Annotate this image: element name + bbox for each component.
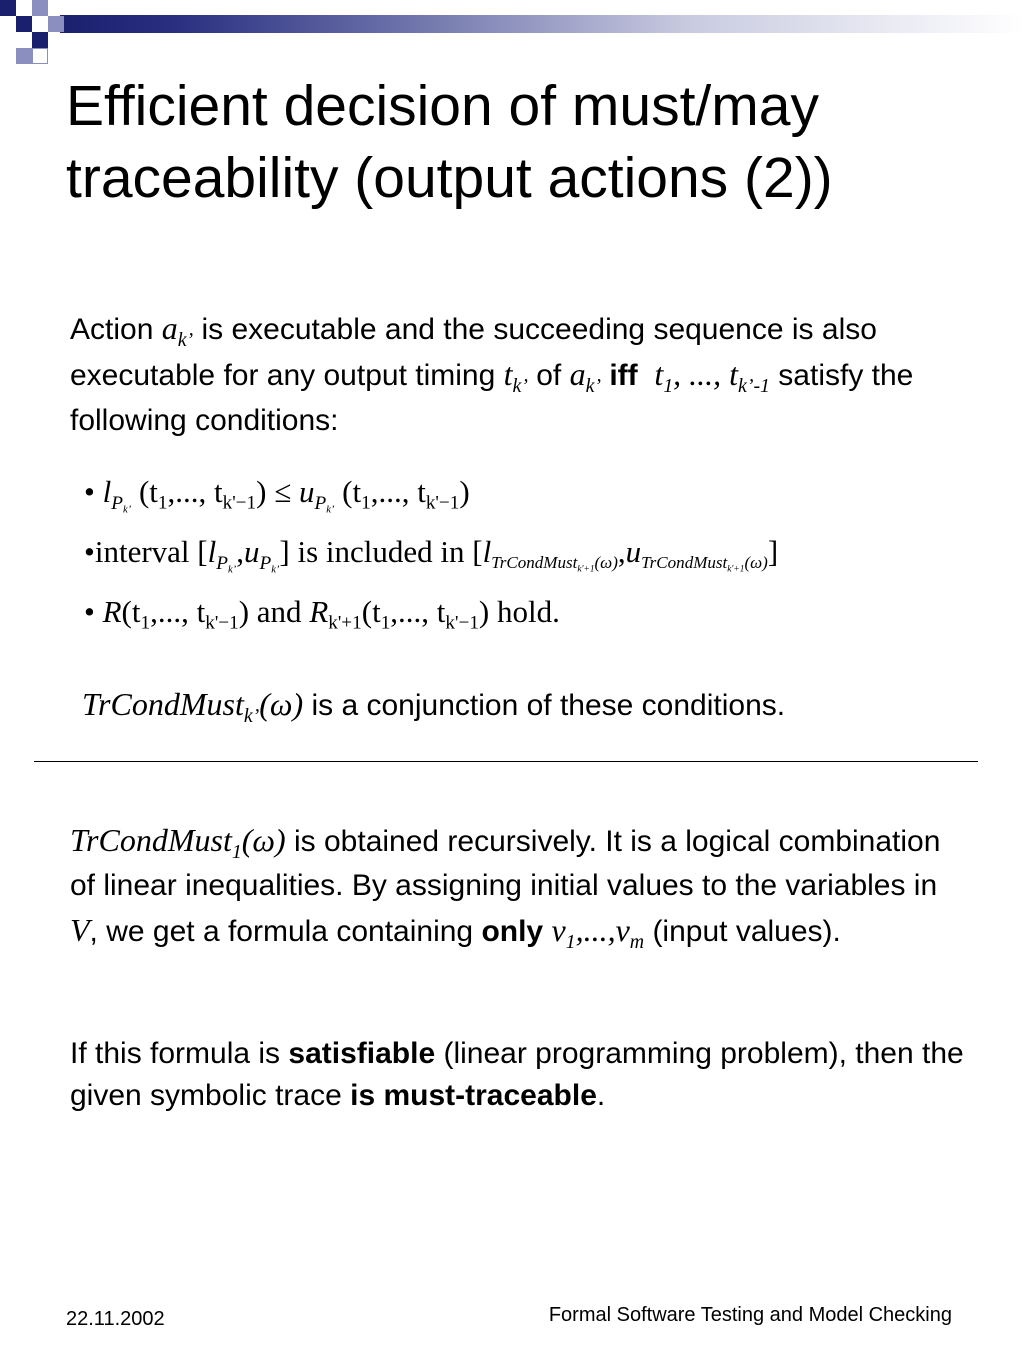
only-keyword: only <box>481 915 544 948</box>
intro-text: of <box>527 359 570 392</box>
title-line-1: Efficient decision of must/may <box>66 74 819 138</box>
math-sequence: $t_1$, ..., $t_{k’-1}$ <box>654 356 770 397</box>
math-var: $a_{k’}$ <box>569 356 601 397</box>
satisfiable-keyword: satisfiable <box>288 1037 436 1070</box>
math-var: $a_{k’}$ <box>161 310 194 351</box>
math-var: V <box>70 912 90 948</box>
iff-keyword: iff <box>609 359 638 392</box>
footer-course-title: Formal Software Testing and Model Checking <box>548 1304 952 1326</box>
header-gradient-bar <box>60 15 1024 33</box>
condition-3: • $R(t_1$,..., $t_{k'-1}$) and $R_{k'+1}(t_1$,..., $t_{k'-1}$) hold. <box>84 594 560 634</box>
decor-square <box>16 48 32 64</box>
math-var: TrCondMust$_{k’}$(ω) <box>82 686 304 727</box>
intro-paragraph <box>70 306 970 443</box>
condition-1: • $l_{Pk’}$ ($t_1$,..., $t_{k'-1}) \le u_{Pk’}$ ($t_1$,..., $t_{k'-1}$) <box>84 474 470 516</box>
satisfiable-paragraph: If this formula is satisfiable (linear programming problem), then the given symbolic trace is must-traceable. <box>70 1037 964 1112</box>
bullet: • <box>84 594 95 629</box>
slide-title <box>66 70 986 214</box>
bullet: • <box>84 534 95 569</box>
math-var: $t_{k’}$ <box>503 356 528 397</box>
title-line-2: traceability (output actions (2)) <box>66 146 833 210</box>
decor-square <box>0 0 16 16</box>
condition-2: •interval $[l_{Pk’},u_{Pk’}]$ is included in $[l_{TrCondMustk'+1(\omega)},u_{TrCondMustk'+1(\omega)}]$ <box>84 534 779 576</box>
math-var: TrCondMust$_1$(ω) <box>70 822 286 863</box>
decor-square <box>32 0 48 16</box>
bullet: • <box>84 474 95 509</box>
intro-text: Action <box>70 313 162 346</box>
decor-square <box>32 32 48 48</box>
recursive-paragraph: TrCondMust$_1$(ω) is obtained recursively. It is a logical combination of linear inequalities. By assigning initial values to the variables in V, we get a formula containing only $v_1,...,v_m$ (input values). <box>70 822 941 953</box>
conjunction-statement: TrCondMust$_{k’}$(ω) is a conjunction of these conditions. <box>82 686 786 727</box>
intro-text: satisfy the following conditions: <box>70 359 914 437</box>
math-sequence: $v_1,...,v_m$ <box>551 912 645 953</box>
must-traceable-keyword: is must-traceable <box>350 1079 597 1112</box>
divider <box>34 761 978 762</box>
decor-square <box>16 16 32 32</box>
footer-date: 22.11.2002 <box>66 1308 165 1330</box>
decor-square <box>48 16 64 32</box>
decor-square <box>32 48 48 64</box>
intro-text: is executable and the succeeding sequence is also executable for any output timing <box>70 313 877 392</box>
